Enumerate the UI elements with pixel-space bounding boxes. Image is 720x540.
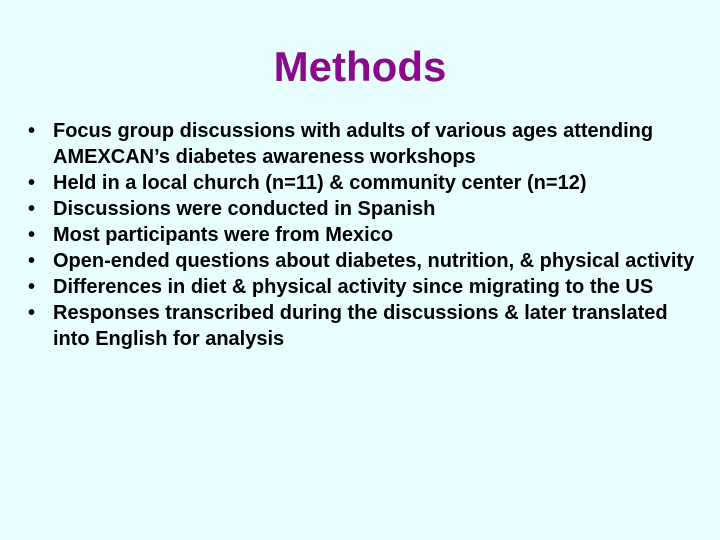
list-item <box>28 222 704 248</box>
slide-title: Methods <box>273 43 447 90</box>
bullet-icon: • <box>28 276 36 298</box>
list-item <box>28 170 704 196</box>
bullet-text: Responses transcribed during the discussions & later translated into English for analysis <box>53 302 668 350</box>
list-item <box>28 248 704 274</box>
bullet-icon: • <box>28 198 36 220</box>
bullet-text: Most participants were from Mexico <box>53 224 394 246</box>
bullet-text: Open-ended questions about diabetes, nutrition, & physical activity <box>53 250 695 272</box>
bullet-icon: • <box>28 120 36 142</box>
bullet-icon: • <box>28 224 36 246</box>
list-item <box>28 196 704 222</box>
bullet-text: Differences in diet & physical activity since migrating to the US <box>53 276 654 298</box>
bullet-icon: • <box>28 250 36 272</box>
list-item <box>28 274 704 300</box>
bullet-text: Discussions were conducted in Spanish <box>53 198 436 220</box>
bullet-list <box>28 118 704 352</box>
bullet-text: Held in a local church (n=11) & community center (n=12) <box>53 172 587 194</box>
bullet-text: Focus group discussions with adults of various ages attending AMEXCAN’s diabetes awareness workshops <box>53 120 654 168</box>
bullet-icon: • <box>28 172 36 194</box>
list-item <box>28 300 704 352</box>
list-item <box>28 118 704 170</box>
bullet-icon: • <box>28 302 36 324</box>
